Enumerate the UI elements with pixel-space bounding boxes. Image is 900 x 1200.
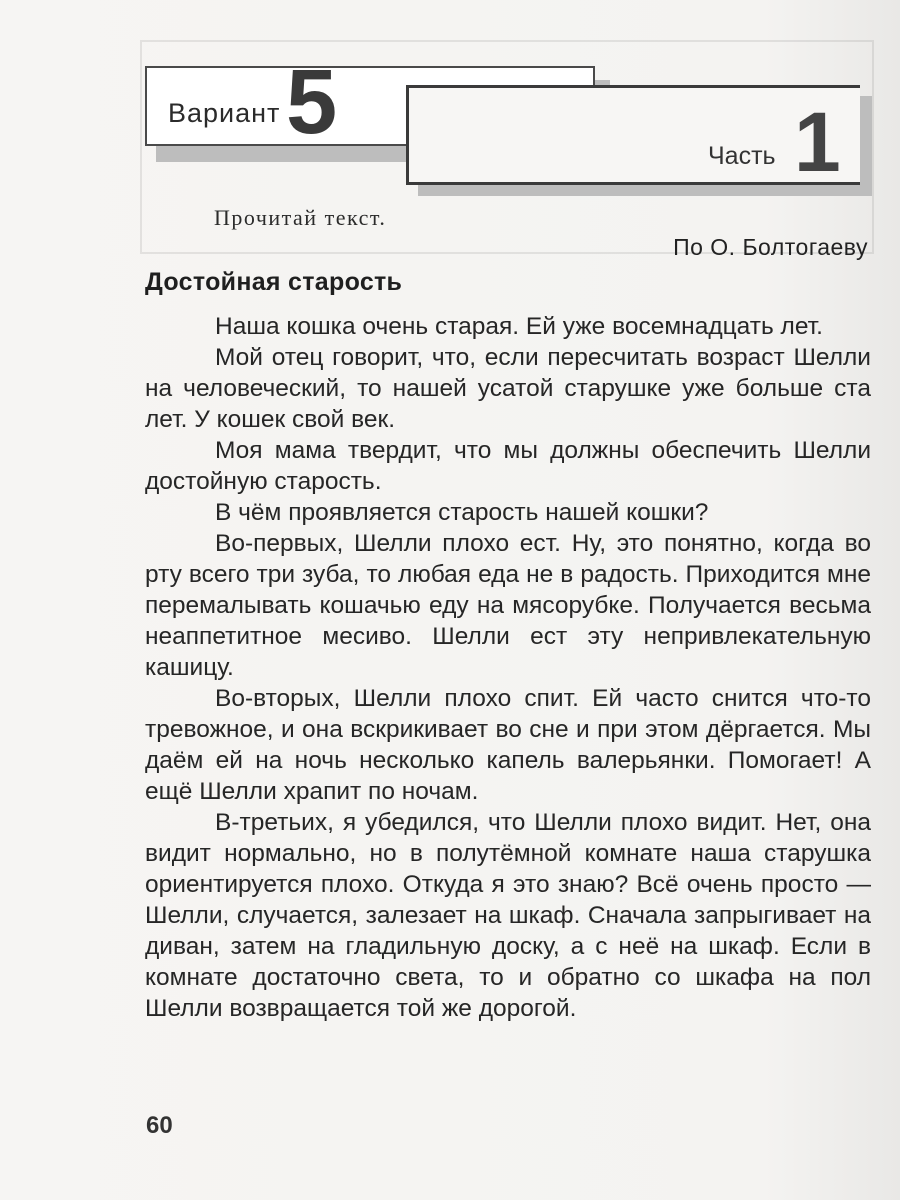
part-number: 1 xyxy=(794,95,841,189)
variant-number: 5 xyxy=(286,51,338,153)
page-number: 60 xyxy=(146,1112,173,1139)
part-box xyxy=(406,85,860,189)
story-text xyxy=(145,311,871,1024)
paragraph: В чём проявляется старость нашей кошки? xyxy=(215,499,709,526)
paragraph: Моя мама твердит, что мы должны обеспечить Шелли достойную старость. xyxy=(145,437,871,495)
instruction-text: Прочитай текст. xyxy=(214,205,387,230)
paragraph: В-третьих, я убедился, что Шелли плохо видит. Нет, она видит нормально, но в полутёмной комнате наша старушка ориентируется плохо. Откуда я это знаю? Всё очень просто — Шелли, случается, залезает на шкаф. Сначала запрыгивает на диван, затем на гладильную доску, а с неё на шкаф. Если в комнате достаточно света, то и обратно со шкафа на пол Шелли возвращается той же дорогой. xyxy=(145,809,871,1022)
paragraph: Во-первых, Шелли плохо ест. Ну, это понятно, когда во рту всего три зуба, то любая еда не в радость. Приходится мне перемалывать кошачью еду на мясорубке. Получается весьма неаппетитное месиво. Шелли ест эту непривлекательную кашицу. xyxy=(145,530,871,681)
text-author: По О. Болтогаеву xyxy=(673,234,868,260)
variant-label: Вариант xyxy=(168,98,281,128)
part-label: Часть xyxy=(708,142,776,170)
paragraph: Наша кошка очень старая. Ей уже восемнадцать лет. xyxy=(215,313,823,340)
paragraph: Во-вторых, Шелли плохо спит. Ей часто снится что-то тревожное, и она вскрикивает во сне и при этом дёргается. Мы даём ей на ночь несколько капель валерьянки. Помогает! А ещё Шелли храпит по ночам. xyxy=(145,685,871,805)
text-title: Достойная старость xyxy=(145,268,403,296)
paragraph: Мой отец говорит, что, если пересчитать возраст Шелли на человеческий, то нашей усатой старушке уже больше ста лет. У кошек свой век. xyxy=(145,344,871,433)
